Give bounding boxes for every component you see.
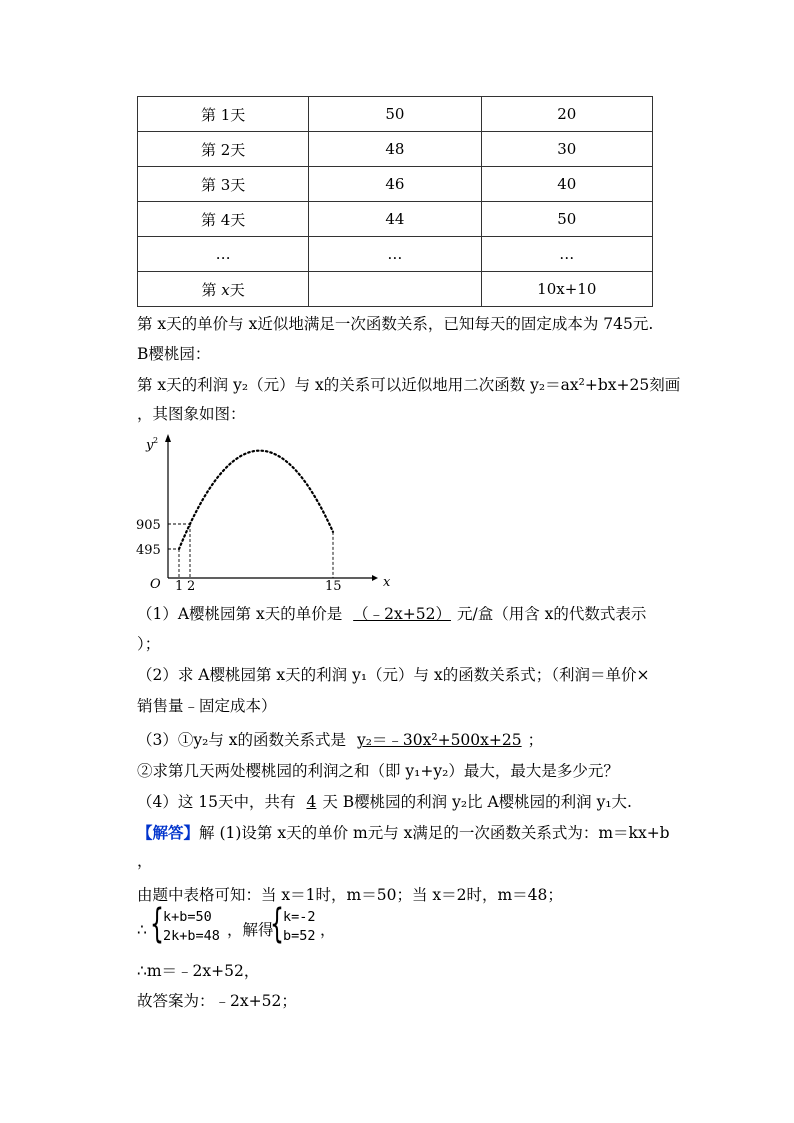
day-cell: 第 1天 bbox=[138, 97, 309, 132]
y-axis-arrow-icon bbox=[165, 434, 171, 442]
question-3 bbox=[137, 729, 543, 751]
equation: k+b=50 bbox=[163, 909, 212, 925]
table-row bbox=[138, 132, 653, 167]
solution-tag: 【解答】 bbox=[137, 823, 200, 842]
tick-label: 15 bbox=[325, 579, 342, 594]
price-cell: 50 bbox=[309, 97, 481, 132]
therefore-symbol: ∴ bbox=[137, 921, 147, 939]
question-2: （2）求 A樱桃园第 x天的利润 y₁（元）与 x的函数关系式；（利润＝单价× bbox=[137, 666, 650, 684]
text-line: ， bbox=[320, 921, 336, 939]
equation: b=52 bbox=[283, 928, 316, 944]
text-line: ）； bbox=[137, 635, 161, 653]
question-1 bbox=[137, 603, 646, 625]
text-line: 第 x天的利润 y₂（元）与 x的关系可以近似地用二次函数 y₂＝ax²+bx+25刻画 bbox=[137, 376, 681, 394]
solution-line bbox=[137, 822, 670, 844]
solve-word: ，解得 bbox=[227, 921, 274, 939]
sales-var: 10x bbox=[537, 280, 565, 298]
day-cell bbox=[138, 272, 309, 307]
day-cell: … bbox=[138, 237, 309, 272]
equation-system-1 bbox=[163, 908, 220, 946]
text-line: 故答案为：﹣2x+52； bbox=[137, 992, 297, 1010]
text-line: B樱桃园： bbox=[137, 345, 211, 363]
day-var: x bbox=[221, 280, 230, 299]
q1-text-post: 元/盒（用含 x的代数式表示 bbox=[456, 605, 647, 623]
day-suffix: 天 bbox=[229, 280, 245, 299]
tick-label: 2 bbox=[187, 579, 196, 594]
parabola-graph bbox=[136, 432, 391, 594]
question-4 bbox=[137, 791, 632, 813]
q4-text-post: 天 B樱桃园的利润 y₂比 A樱桃园的利润 y₁大. bbox=[322, 793, 632, 811]
solution-text: 解 (1)设第 x天的单价 m元与 x满足的一次函数关系式为：m＝kx+b bbox=[199, 824, 670, 842]
equation: k=-2 bbox=[283, 909, 316, 925]
y-axis-label: y bbox=[146, 438, 154, 453]
question-3b: ②求第几天两处樱桃园的利润之和（即 y₁+y₂）最大，最大是多少元？ bbox=[137, 762, 619, 780]
origin-label: O bbox=[150, 577, 161, 592]
equation-system-2 bbox=[283, 908, 316, 946]
q3-answer: y₂＝﹣30x²+500x+25 bbox=[356, 731, 522, 749]
table-row bbox=[138, 237, 653, 272]
y-axis-label: 2 bbox=[153, 436, 159, 445]
table-row bbox=[138, 202, 653, 237]
day-cell: 第 3天 bbox=[138, 167, 309, 202]
left-brace-icon: { bbox=[270, 901, 284, 947]
table-row bbox=[138, 167, 653, 202]
table-row bbox=[138, 272, 653, 307]
price-cell: … bbox=[309, 237, 481, 272]
sales-cell: 40 bbox=[481, 167, 652, 202]
text-line: ， bbox=[137, 852, 153, 870]
price-cell: 46 bbox=[309, 167, 481, 202]
left-brace-icon: { bbox=[150, 901, 164, 947]
sales-cell: 20 bbox=[481, 97, 652, 132]
price-cell: 44 bbox=[309, 202, 481, 237]
tick-label: 495 bbox=[136, 543, 161, 558]
q3-text-post: ； bbox=[527, 731, 544, 749]
text-line: 由题中表格可知：当 x＝1时，m＝50；当 x＝2时，m＝48； bbox=[137, 886, 563, 904]
text-line: ，其图象如图： bbox=[137, 405, 246, 423]
text-line: ∴m＝﹣2x+52， bbox=[137, 962, 260, 980]
q4-text: （4）这 15天中，共有 bbox=[137, 793, 301, 811]
text-line: 销售量﹣固定成本） bbox=[137, 697, 277, 715]
day-prefix: 第 bbox=[201, 280, 222, 299]
q4-answer: 4 bbox=[306, 793, 317, 811]
tick-label: 905 bbox=[136, 518, 161, 533]
sales-cell bbox=[481, 272, 652, 307]
table-row bbox=[138, 97, 653, 132]
q3-text: （3）①y₂与 x的函数关系式是 bbox=[137, 731, 351, 749]
tick-label: 1 bbox=[175, 579, 184, 594]
text-line: 第 x天的单价与 x近似地满足一次函数关系，已知每天的固定成本为 745元. bbox=[137, 315, 654, 333]
parabola-curve bbox=[179, 451, 333, 549]
sales-cell: … bbox=[481, 237, 652, 272]
x-axis-arrow-icon bbox=[372, 575, 378, 581]
q1-text: （1）A樱桃园第 x天的单价是 bbox=[137, 605, 348, 623]
price-sales-table bbox=[137, 96, 653, 307]
equation: 2k+b=48 bbox=[163, 928, 220, 944]
q1-answer: （﹣2x+52） bbox=[353, 605, 451, 623]
price-cell bbox=[309, 272, 481, 307]
price-cell: 48 bbox=[309, 132, 481, 167]
sales-cell: 50 bbox=[481, 202, 652, 237]
day-cell: 第 4天 bbox=[138, 202, 309, 237]
sales-cell: 30 bbox=[481, 132, 652, 167]
sales-suffix: +10 bbox=[564, 280, 597, 298]
day-cell: 第 2天 bbox=[138, 132, 309, 167]
x-axis-label: x bbox=[383, 575, 391, 590]
